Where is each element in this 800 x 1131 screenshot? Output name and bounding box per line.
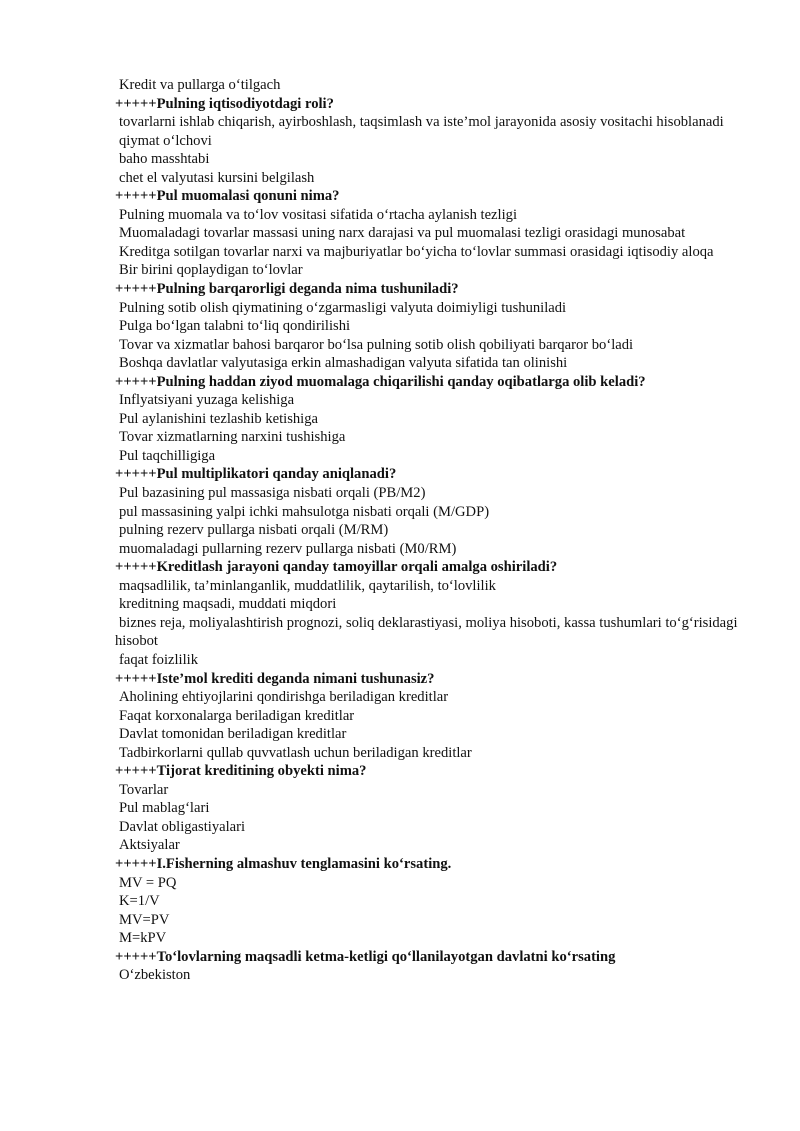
answer-line: MV = PQ xyxy=(119,874,177,891)
question-line: +++++I.Fisherning almashuv tenglamasini ko‘rsating. xyxy=(115,855,452,872)
answer-line: Aholining ehtiyojlarini qondirishga beriladigan kreditlar xyxy=(119,689,449,706)
answer-line: kreditning maqsadi, muddati miqdori xyxy=(119,596,337,613)
answer-line: O‘zbekiston xyxy=(119,967,191,984)
answer-line: Tovarlar xyxy=(119,781,169,798)
answer-line: qiymat o‘lchovi xyxy=(119,132,212,149)
question-line: +++++To‘lovlarning maqsadli ketma-ketligi qo‘llanilayotgan davlatni ko‘rsating xyxy=(115,948,616,965)
question-line: +++++Pulning haddan ziyod muomalaga chiqarilishi qanday oqibatlarga olib keladi? xyxy=(115,373,646,390)
answer-line: chet el valyutasi kursini belgilash xyxy=(119,169,315,186)
answer-line: tovarlarni ishlab chiqarish, ayirboshlash, taqsimlash va iste’mol jarayonida asosiy vositachi hisoblanadi xyxy=(119,114,724,131)
question-line: +++++Kreditlash jarayoni qanday tamoyillar orqali amalga oshiriladi? xyxy=(115,559,558,576)
question-line: +++++Iste’mol krediti deganda nimani tushunasiz? xyxy=(115,670,435,687)
question-line: +++++Pul muomalasi qonuni nima? xyxy=(115,188,340,205)
answer-line: MV=PV xyxy=(119,911,170,928)
answer-line: Muomaladagi tovarlar massasi uning narx darajasi va pul muomalasi tezligi orasidagi munosabat xyxy=(119,225,686,242)
answer-line: muomaladagi pullarning rezerv pullarga nisbati (M0/RM) xyxy=(119,540,457,557)
answer-line: Pulning sotib olish qiymatining o‘zgarmasligi valyuta doimiyligi tushuniladi xyxy=(119,299,567,316)
answer-line: pul massasining yalpi ichki mahsulotga nisbati orqali (M/GDP) xyxy=(119,503,490,520)
answer-line: Davlat obligastiyalari xyxy=(119,818,246,835)
answer-line: Tovar va xizmatlar bahosi barqaror bo‘lsa pulning sotib olish qobiliyati barqaror bo‘ladi xyxy=(119,336,634,353)
answer-line: K=1/V xyxy=(119,893,160,910)
document-page xyxy=(115,76,745,985)
question-line: +++++Tijorat kreditining obyekti nima? xyxy=(115,763,367,780)
answer-line: faqat foizlilik xyxy=(119,651,199,668)
answer-line: Pul taqchilligiga xyxy=(119,447,216,464)
answer-line: Kredit va pullarga o‘tilgach xyxy=(119,77,281,93)
answer-line: Tovar xizmatlarning narxini tushishiga xyxy=(119,429,346,446)
answer-line: Pul mablag‘lari xyxy=(119,800,210,817)
answer-line: Pul bazasining pul massasiga nisbati orqali (PB/M2) xyxy=(119,485,426,502)
answer-line: Pul aylanishini tezlashib ketishiga xyxy=(119,410,319,427)
answer-line: biznes reja, moliyalashtirish prognozi, soliq deklarastiyasi, moliya hisoboti, kassa tushumlari to‘g‘risidagi hisobot xyxy=(115,614,738,650)
answer-line: Pulga bo‘lgan talabni to‘liq qondirilishi xyxy=(119,318,351,335)
question-line: +++++Pulning iqtisodiyotdagi roli? xyxy=(115,95,334,112)
answer-line: Faqat korxonalarga beriladigan kreditlar xyxy=(119,707,355,724)
answer-line: Davlat tomonidan beriladigan kreditlar xyxy=(119,726,347,743)
answer-line: Aktsiyalar xyxy=(119,837,180,854)
answer-line: Inflyatsiyani yuzaga kelishiga xyxy=(119,392,295,409)
answer-line: Tadbirkorlarni qullab quvvatlash uchun beriladigan kreditlar xyxy=(119,744,472,761)
question-line: +++++Pul multiplikatori qanday aniqlanadi? xyxy=(115,466,397,483)
answer-line: Pulning muomala va to‘lov vositasi sifatida o‘rtacha aylanish tezligi xyxy=(119,206,517,223)
answer-line: baho masshtabi xyxy=(119,151,210,168)
answer-line: pulning rezerv pullarga nisbati orqali (M/RM) xyxy=(119,522,389,539)
answer-line: Bir birini qoplaydigan to‘lovlar xyxy=(119,262,303,279)
answer-line: Boshqa davlatlar valyutasiga erkin almashadigan valyuta sifatida tan olinishi xyxy=(119,355,568,372)
answer-line: Kreditga sotilgan tovarlar narxi va majburiyatlar bo‘yicha to‘lovlar summasi orasidagi iqtisodiy aloqa xyxy=(119,243,714,260)
answer-line: maqsadlilik, ta’minlanganlik, muddatlilik, qaytarilish, to‘lovlilik xyxy=(119,577,496,594)
answer-line: M=kPV xyxy=(119,930,167,947)
question-line: +++++Pulning barqarorligi deganda nima tushuniladi? xyxy=(115,281,459,298)
